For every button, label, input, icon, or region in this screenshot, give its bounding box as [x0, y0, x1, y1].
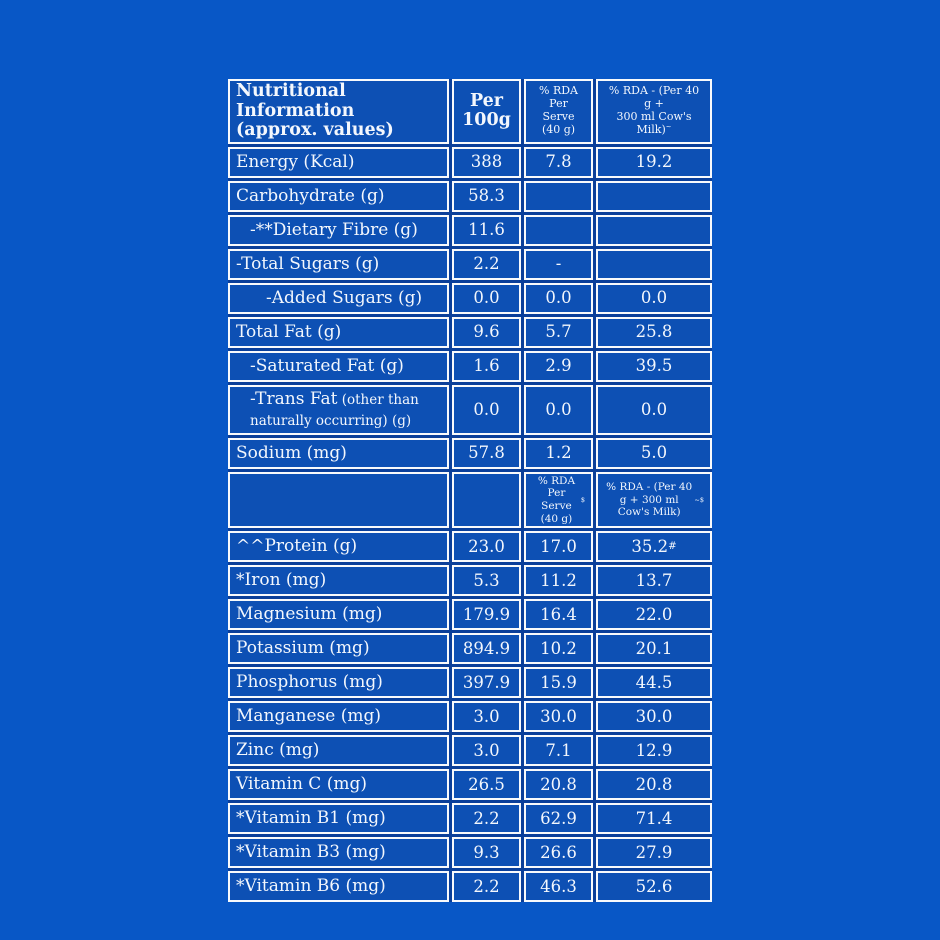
value-rda-with-milk: 13.7 — [596, 565, 712, 596]
value-rda-with-milk: 44.5 — [596, 667, 712, 698]
value-rda-with-milk: 35.2 # — [596, 531, 712, 562]
header-title-line1: Nutritional Information — [236, 81, 355, 121]
value-per-100g: 26.5 — [452, 769, 521, 800]
value-rda-per-serve: 1.2 — [524, 438, 593, 469]
value-rda-per-serve: 20.8 — [524, 769, 593, 800]
row-label: -**Dietary Fibre (g) — [228, 215, 449, 246]
header-per-100g: Per 100g — [452, 79, 521, 144]
subheader-empty-per-100g — [452, 472, 521, 528]
row-label: Potassium (mg) — [228, 633, 449, 664]
row-label: *Vitamin B1 (mg) — [228, 803, 449, 834]
value-rda-with-milk: 25.8 — [596, 317, 712, 348]
value-rda-with-milk — [596, 181, 712, 212]
value-per-100g: 0.0 — [452, 283, 521, 314]
row-label: -Saturated Fat (g) — [228, 351, 449, 382]
value-per-100g: 5.3 — [452, 565, 521, 596]
value-rda-per-serve — [524, 181, 593, 212]
value-rda-with-milk: 5.0 — [596, 438, 712, 469]
header-milk-superscript: ~ — [665, 122, 672, 131]
value-rda-per-serve: 10.2 — [524, 633, 593, 664]
value-rda-per-serve: 0.0 — [524, 283, 593, 314]
value-rda-per-serve: 16.4 — [524, 599, 593, 630]
value-rda-per-serve: 46.3 — [524, 871, 593, 902]
row-label: -Total Sugars (g) — [228, 249, 449, 280]
value-per-100g: 1.6 — [452, 351, 521, 382]
row-label: *Vitamin B3 (mg) — [228, 837, 449, 868]
value-per-100g: 397.9 — [452, 667, 521, 698]
value-per-100g: 9.6 — [452, 317, 521, 348]
value-rda-with-milk — [596, 215, 712, 246]
row-label: Manganese (mg) — [228, 701, 449, 732]
value-rda-per-serve: 26.6 — [524, 837, 593, 868]
value-per-100g: 57.8 — [452, 438, 521, 469]
value-rda-with-milk: 0.0 — [596, 385, 712, 435]
value-rda-per-serve: 2.9 — [524, 351, 593, 382]
value-rda-with-milk: 27.9 — [596, 837, 712, 868]
row-label: -Added Sugars (g) — [228, 283, 449, 314]
value-rda-per-serve: 7.8 — [524, 147, 593, 178]
value-rda-with-milk — [596, 249, 712, 280]
value-per-100g: 23.0 — [452, 531, 521, 562]
row-label: Vitamin C (mg) — [228, 769, 449, 800]
value-rda-with-milk: 30.0 — [596, 701, 712, 732]
row-label: Total Fat (g) — [228, 317, 449, 348]
value-rda-per-serve: 0.0 — [524, 385, 593, 435]
row-label: Zinc (mg) — [228, 735, 449, 766]
row-label: ^^Protein (g) — [228, 531, 449, 562]
row-label: Sodium (mg) — [228, 438, 449, 469]
value-rda-per-serve: 5.7 — [524, 317, 593, 348]
value-per-100g: 11.6 — [452, 215, 521, 246]
value-per-100g: 388 — [452, 147, 521, 178]
row-label: *Iron (mg) — [228, 565, 449, 596]
value-rda-with-milk: 20.1 — [596, 633, 712, 664]
value-rda-per-serve: 30.0 — [524, 701, 593, 732]
value-per-100g: 58.3 — [452, 181, 521, 212]
value-rda-per-serve: 11.2 — [524, 565, 593, 596]
value-rda-with-milk: 12.9 — [596, 735, 712, 766]
value-rda-with-milk: 71.4 — [596, 803, 712, 834]
row-label: Phosphorus (mg) — [228, 667, 449, 698]
value-per-100g: 2.2 — [452, 871, 521, 902]
header-title-line2: (approx. values) — [236, 120, 394, 141]
value-rda-per-serve: 15.9 — [524, 667, 593, 698]
value-rda-with-milk: 20.8 — [596, 769, 712, 800]
value-rda-with-milk: 39.5 — [596, 351, 712, 382]
value-per-100g: 2.2 — [452, 803, 521, 834]
row-label: Carbohydrate (g) — [228, 181, 449, 212]
value-per-100g: 0.0 — [452, 385, 521, 435]
value-per-100g: 894.9 — [452, 633, 521, 664]
value-per-100g: 2.2 — [452, 249, 521, 280]
value-rda-with-milk: 52.6 — [596, 871, 712, 902]
subheader-empty-label — [228, 472, 449, 528]
value-rda-per-serve: - — [524, 249, 593, 280]
value-per-100g: 3.0 — [452, 735, 521, 766]
row-label: Magnesium (mg) — [228, 599, 449, 630]
value-per-100g: 3.0 — [452, 701, 521, 732]
header-rda-with-milk: % RDA - (Per 40 g + 300 ml Cow's Milk)~ — [596, 79, 712, 144]
row-label: *Vitamin B6 (mg) — [228, 871, 449, 902]
row-label: -Trans Fat (other than naturally occurring) (g) — [228, 385, 449, 435]
value-rda-per-serve: 62.9 — [524, 803, 593, 834]
row-label: Energy (Kcal) — [228, 147, 449, 178]
subheader-rda-with-milk: % RDA - (Per 40 g + 300 ml Cow's Milk) ~$ — [596, 472, 712, 528]
value-rda-with-milk: 19.2 — [596, 147, 712, 178]
header-rda-per-serve: % RDA Per Serve (40 g) — [524, 79, 593, 144]
value-rda-with-milk: 22.0 — [596, 599, 712, 630]
value-per-100g: 9.3 — [452, 837, 521, 868]
nutrition-table — [228, 79, 712, 902]
value-per-100g: 179.9 — [452, 599, 521, 630]
value-rda-with-milk: 0.0 — [596, 283, 712, 314]
value-rda-per-serve: 17.0 — [524, 531, 593, 562]
value-rda-per-serve: 7.1 — [524, 735, 593, 766]
header-nutritional-information — [228, 79, 449, 144]
nutrition-label — [228, 79, 712, 902]
value-rda-per-serve — [524, 215, 593, 246]
subheader-rda-per-serve: % RDA Per Serve (40 g) $ — [524, 472, 593, 528]
